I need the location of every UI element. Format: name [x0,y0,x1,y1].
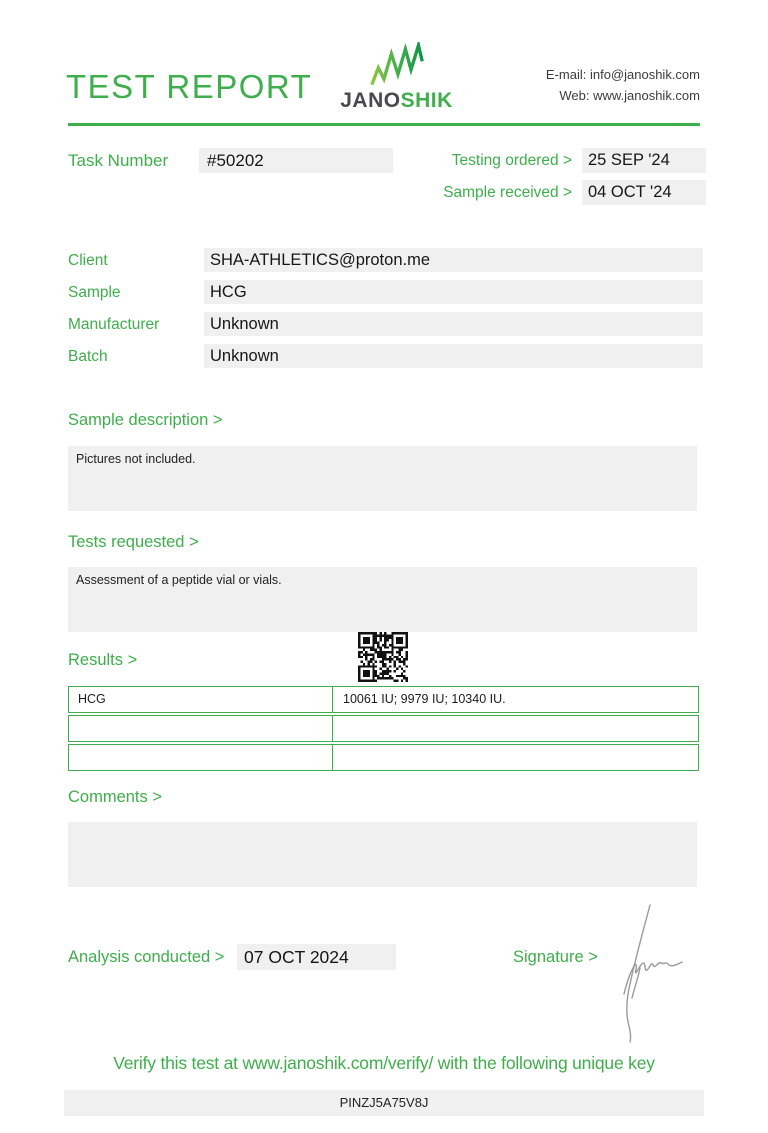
signature-label: Signature > [513,948,598,966]
testing-ordered-value: 25 SEP '24 [582,148,706,173]
batch-label: Batch [68,348,108,365]
task-number-label: Task Number [68,151,169,170]
batch-value: Unknown [204,344,703,368]
trend-chart-icon [334,42,459,88]
janoshik-logo [334,42,459,113]
comments-box [68,822,697,887]
verify-key: PINZJ5A75V8J [64,1090,704,1116]
result-name [69,745,333,770]
analysis-conducted-label: Analysis conducted > [68,948,225,966]
verify-instruction: Verify this test at www.janoshik.com/verify/ with the following unique key [113,1053,655,1073]
logo-jano: JANO [340,89,401,112]
sample-received-label: Sample received > [443,184,572,201]
contact-email-line [546,64,700,85]
sample-description-heading: Sample description > [68,411,223,429]
sample-description-box: Pictures not included. [68,446,697,511]
manufacturer-value: Unknown [204,312,703,336]
sample-value: HCG [204,280,703,304]
results-heading: Results > [68,651,138,669]
task-number-value: #50202 [199,148,393,173]
table-row [68,744,699,771]
testing-ordered-label: Testing ordered > [451,152,572,169]
contact-web-line [546,85,700,106]
tests-requested-heading: Tests requested > [68,533,199,551]
sample-label: Sample [68,284,121,301]
manufacturer-label: Manufacturer [68,316,160,333]
result-value [333,716,698,741]
logo-shik: SHIK [400,89,453,112]
web-label: Web: [559,88,590,103]
logo-wordmark [334,89,459,113]
client-value: SHA-ATHLETICS@proton.me [204,248,703,272]
email-label: E-mail: [545,67,587,82]
result-name: HCG [69,687,333,712]
analysis-conducted-value: 07 OCT 2024 [237,944,396,970]
signature-scribble [600,898,695,1048]
table-row [68,686,699,713]
client-label: Client [68,252,108,269]
table-row [68,715,699,742]
contact-block [546,64,700,106]
result-value: 10061 IU; 9979 IU; 10340 IU. [343,692,506,706]
email-link[interactable]: info@janoshik.com [589,67,700,82]
comments-heading: Comments > [68,788,162,806]
result-value [333,745,698,770]
header-divider [68,123,700,126]
web-link[interactable]: www.janoshik.com [593,88,700,103]
tests-requested-box: Assessment of a peptide vial or vials. [68,567,697,632]
sample-received-value: 04 OCT '24 [582,180,706,205]
qr-code [358,632,408,682]
results-table [68,686,699,773]
page-title: TEST REPORT [66,68,313,105]
result-name [69,716,333,741]
